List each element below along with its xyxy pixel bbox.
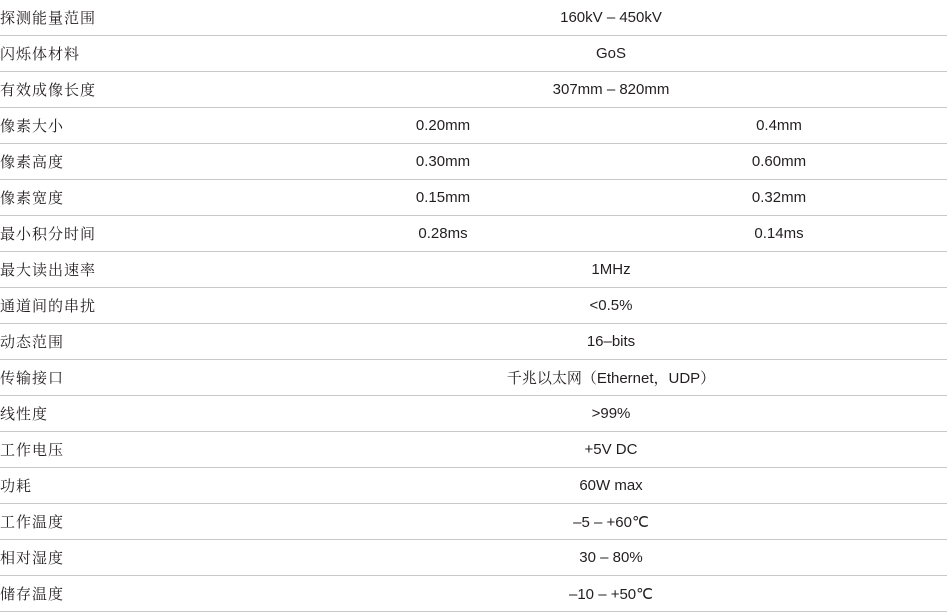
- row-label: 相对湿度: [0, 540, 275, 576]
- table-row: [0, 432, 947, 468]
- table-row: [0, 180, 947, 216]
- row-value: <0.5%: [275, 288, 947, 324]
- row-value-a: 0.20mm: [275, 108, 611, 144]
- row-value-b: 0.4mm: [611, 108, 947, 144]
- table-row: [0, 252, 947, 288]
- row-value: 60W max: [275, 468, 947, 504]
- row-label: 工作温度: [0, 504, 275, 540]
- table-row: [0, 36, 947, 72]
- table-row: [0, 108, 947, 144]
- row-label: 动态范围: [0, 324, 275, 360]
- table-row: [0, 72, 947, 108]
- table-row: [0, 324, 947, 360]
- row-value-a: 0.30mm: [275, 144, 611, 180]
- table-row: [0, 288, 947, 324]
- row-value-a: 0.28ms: [275, 216, 611, 252]
- row-value: 30 – 80%: [275, 540, 947, 576]
- row-value: 16–bits: [275, 324, 947, 360]
- row-value-a: 0.15mm: [275, 180, 611, 216]
- row-label: 功耗: [0, 468, 275, 504]
- row-label: 有效成像长度: [0, 72, 275, 108]
- row-label: 最小积分时间: [0, 216, 275, 252]
- table-row: [0, 396, 947, 432]
- row-value: 160kV – 450kV: [275, 0, 947, 36]
- row-label: 工作电压: [0, 432, 275, 468]
- row-label: 闪烁体材料: [0, 36, 275, 72]
- row-value: >99%: [275, 396, 947, 432]
- row-value: 1MHz: [275, 252, 947, 288]
- row-label: 传输接口: [0, 360, 275, 396]
- row-value-b: 0.32mm: [611, 180, 947, 216]
- row-value: 307mm – 820mm: [275, 72, 947, 108]
- table-row: [0, 144, 947, 180]
- row-label: 线性度: [0, 396, 275, 432]
- table-row: [0, 540, 947, 576]
- row-value: 千兆以太网（Ethernet，UDP）: [275, 360, 947, 396]
- table-row: [0, 576, 947, 612]
- row-value-b: 0.60mm: [611, 144, 947, 180]
- table-row: [0, 0, 947, 36]
- row-label: 最大读出速率: [0, 252, 275, 288]
- table-row: [0, 216, 947, 252]
- row-value: +5V DC: [275, 432, 947, 468]
- table-row: [0, 504, 947, 540]
- row-label: 通道间的串扰: [0, 288, 275, 324]
- row-value: GoS: [275, 36, 947, 72]
- row-value: –5 – +60℃: [275, 504, 947, 540]
- row-value: –10 – +50℃: [275, 576, 947, 612]
- row-label: 像素高度: [0, 144, 275, 180]
- row-label: 探测能量范围: [0, 0, 275, 36]
- table-row: [0, 360, 947, 396]
- table-row: [0, 468, 947, 504]
- row-label: 像素大小: [0, 108, 275, 144]
- row-label: 像素宽度: [0, 180, 275, 216]
- row-label: 储存温度: [0, 576, 275, 612]
- row-value-b: 0.14ms: [611, 216, 947, 252]
